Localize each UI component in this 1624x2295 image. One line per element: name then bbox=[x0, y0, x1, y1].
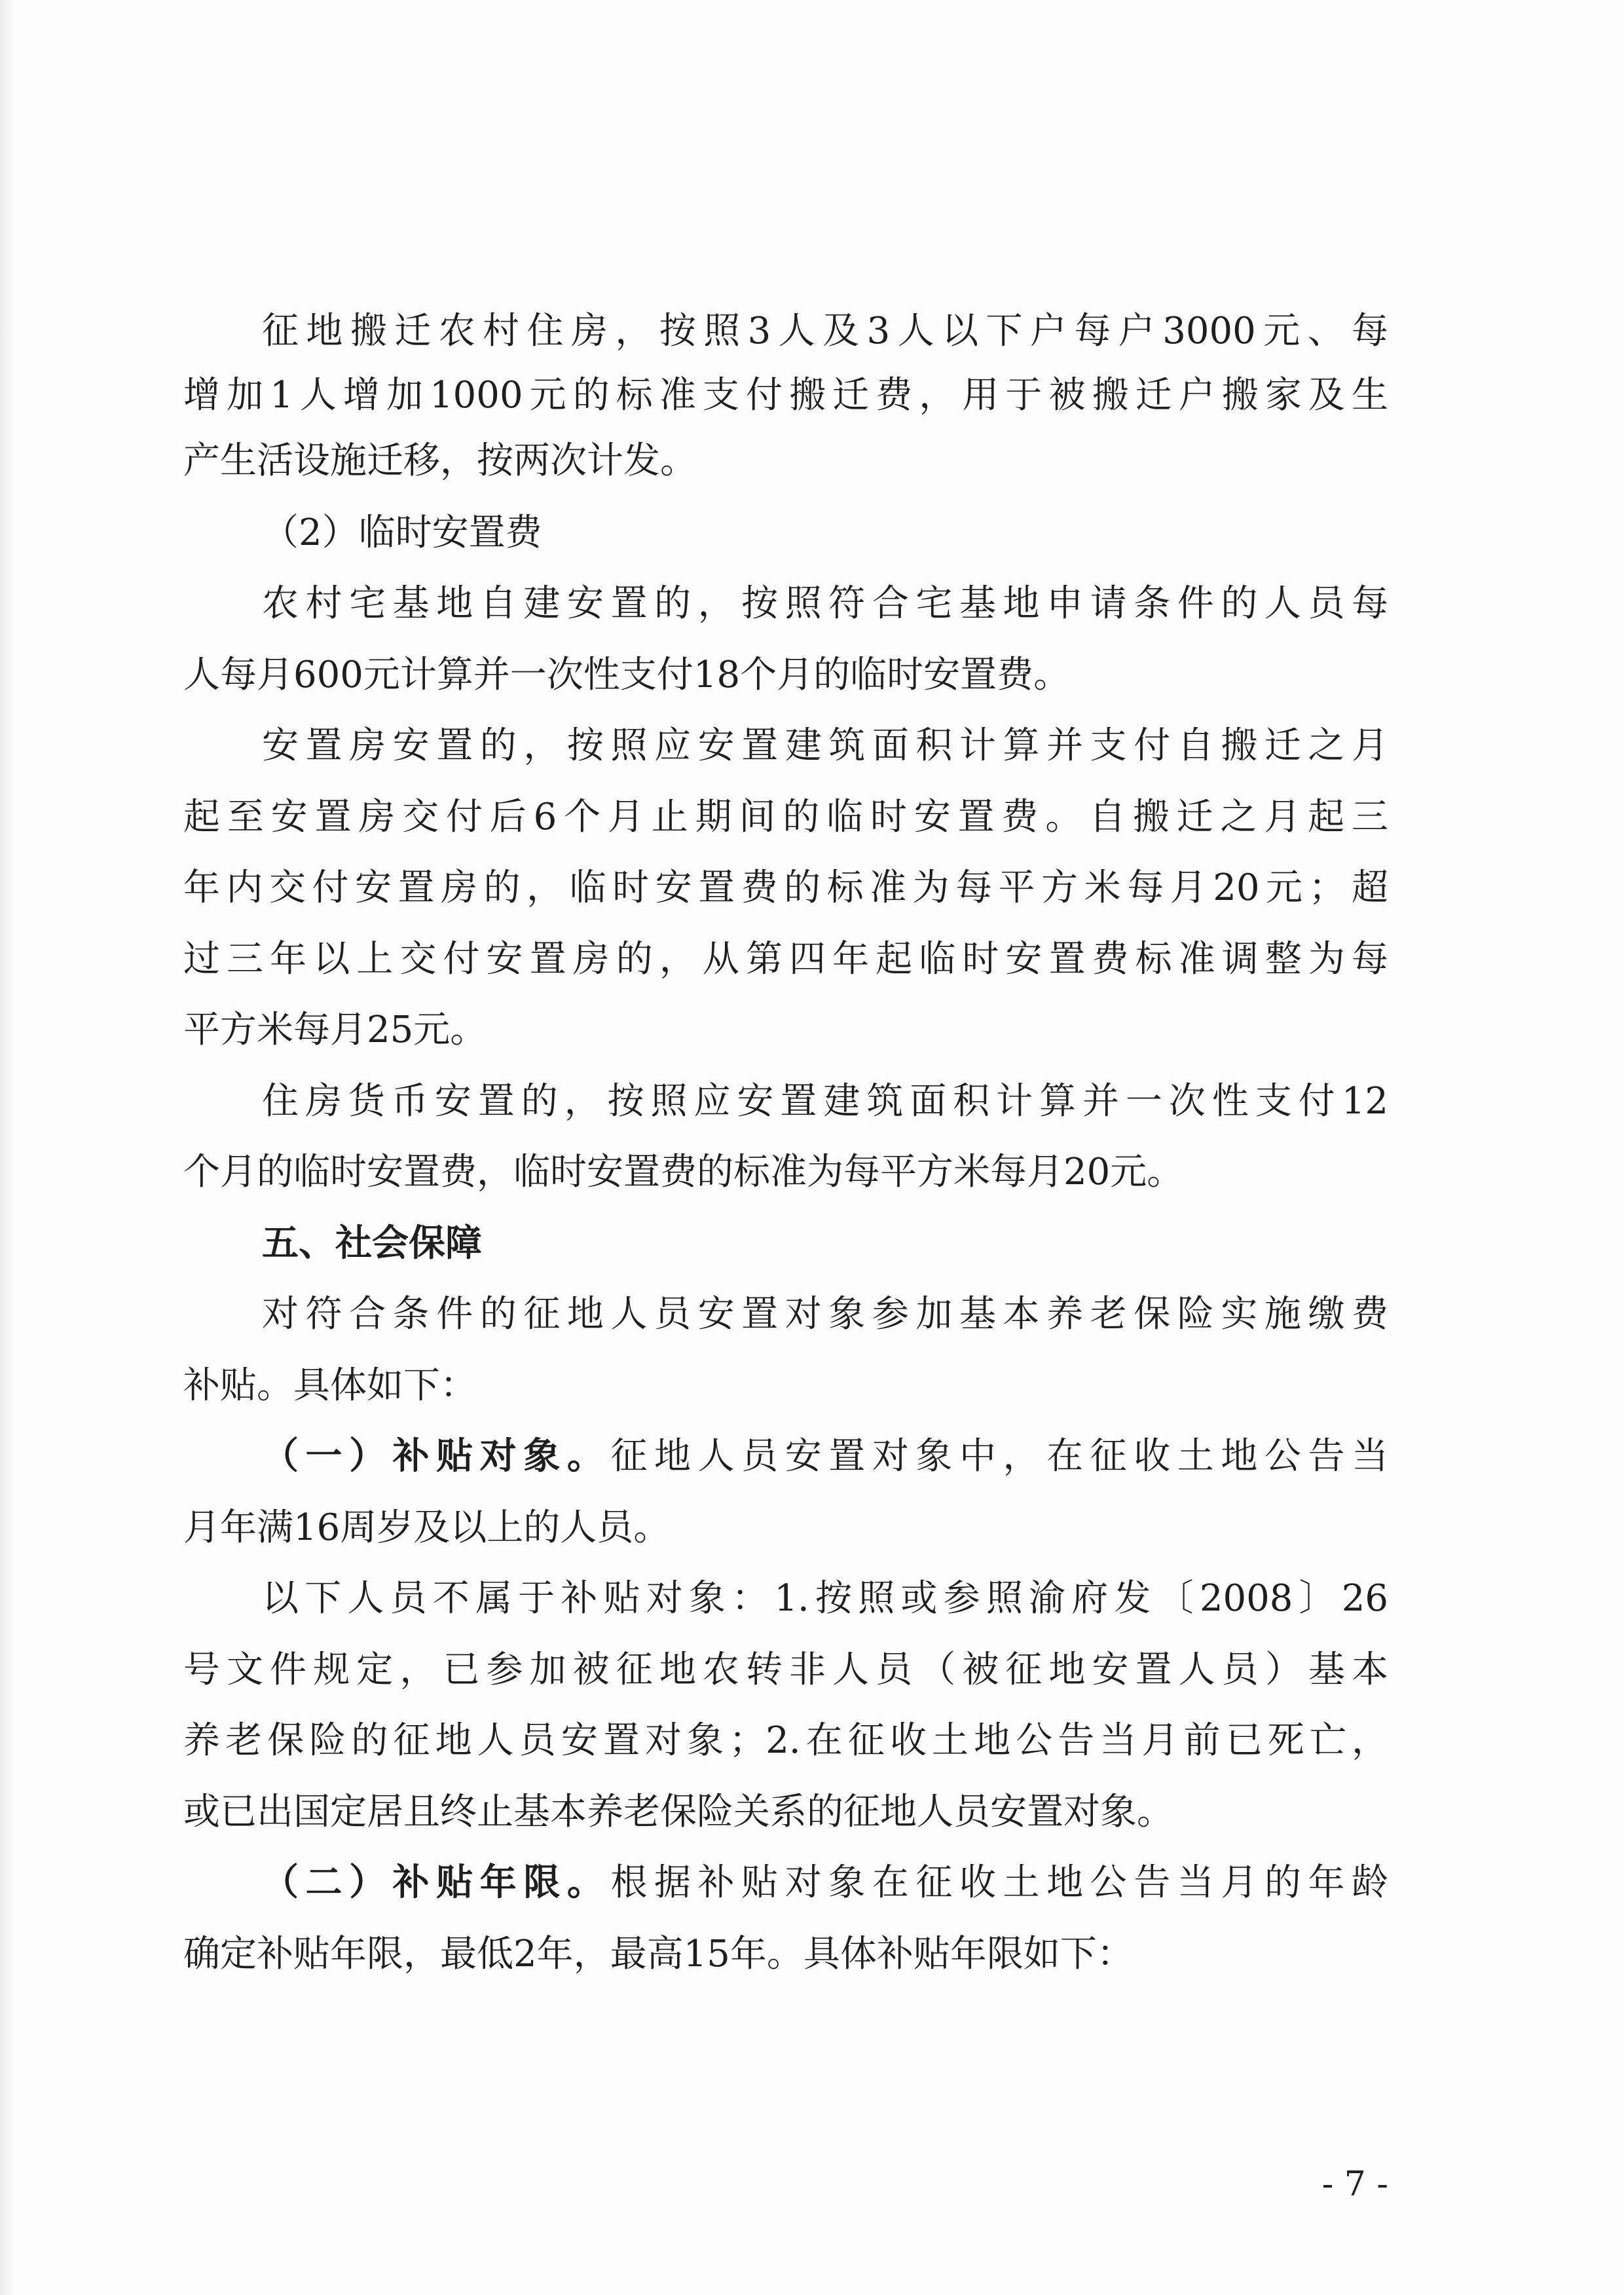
text-line: 增加1人增加1000元的标准支付搬迁费，用于被搬迁户搬家及生 bbox=[183, 374, 1388, 417]
text-line: 农村宅基地自建安置的，按照符合宅基地申请条件的人员每 bbox=[262, 582, 1388, 625]
text-line: 人每月600元计算并一次性支付18个月的临时安置费。 bbox=[183, 654, 1071, 696]
subsidy-years-line bbox=[262, 1852, 1388, 1914]
text-line: 以下人员不属于补贴对象：1.按照或参照渝府发〔2008〕26 bbox=[262, 1577, 1388, 1620]
text-line: 补贴。具体如下： bbox=[183, 1364, 477, 1407]
text-line: 住房货币安置的，按照应安置建筑面积计算并一次性支付12 bbox=[262, 1080, 1388, 1123]
text-line: 年内交付安置房的，临时安置费的标准为每平方米每月20元；超 bbox=[183, 867, 1388, 909]
subsidy-years-label: （二）补贴年限。 bbox=[262, 1861, 611, 1904]
text-line: 或已出国定居且终止基本养老保险关系的征地人员安置对象。 bbox=[183, 1791, 1173, 1833]
text-line: 产生活设施迁移，按两次计发。 bbox=[183, 439, 697, 482]
text-line: 号文件规定，已参加被征地农转非人员（被征地安置人员）基本 bbox=[183, 1649, 1388, 1691]
subsidy-years-text: 根据补贴对象在征收土地公告当月的年龄 bbox=[610, 1861, 1389, 1904]
text-line: 养老保险的征地人员安置对象；2.在征收土地公告当月前已死亡， bbox=[183, 1719, 1388, 1762]
text-line: 对符合条件的征地人员安置对象参加基本养老保险实施缴费 bbox=[262, 1293, 1388, 1335]
text-line: 征地搬迁农村住房，按照3人及3人以下户每户3000元、每 bbox=[262, 310, 1388, 352]
text-line: 安置房安置的，按照应安置建筑面积计算并支付自搬迁之月 bbox=[262, 724, 1388, 767]
text-line: 平方米每月25元。 bbox=[183, 1009, 487, 1051]
section-subheading: （2）临时安置费 bbox=[262, 512, 542, 554]
subsidy-target-text: 征地人员安置对象中，在征收土地公告当 bbox=[610, 1435, 1389, 1478]
text-line: 个月的临时安置费，临时安置费的标准为每平方米每月20元。 bbox=[183, 1151, 1184, 1193]
subsidy-target-label: （一）补贴对象。 bbox=[262, 1435, 611, 1478]
page-number: - 7 - bbox=[1321, 2165, 1388, 2204]
text-line: 起至安置房交付后6个月止期间的临时安置费。自搬迁之月起三 bbox=[183, 796, 1388, 838]
text-line: 过三年以上交付安置房的，从第四年起临时安置费标准调整为每 bbox=[183, 938, 1388, 980]
scan-binding-edge bbox=[0, 0, 14, 2295]
text-line: 确定补贴年限，最低2年，最高15年。具体补贴年限如下： bbox=[183, 1933, 1134, 1975]
section-heading: 五、社会保障 bbox=[262, 1222, 482, 1265]
subsidy-target-line bbox=[262, 1425, 1388, 1487]
text-line: 月年满16周岁及以上的人员。 bbox=[183, 1506, 671, 1549]
